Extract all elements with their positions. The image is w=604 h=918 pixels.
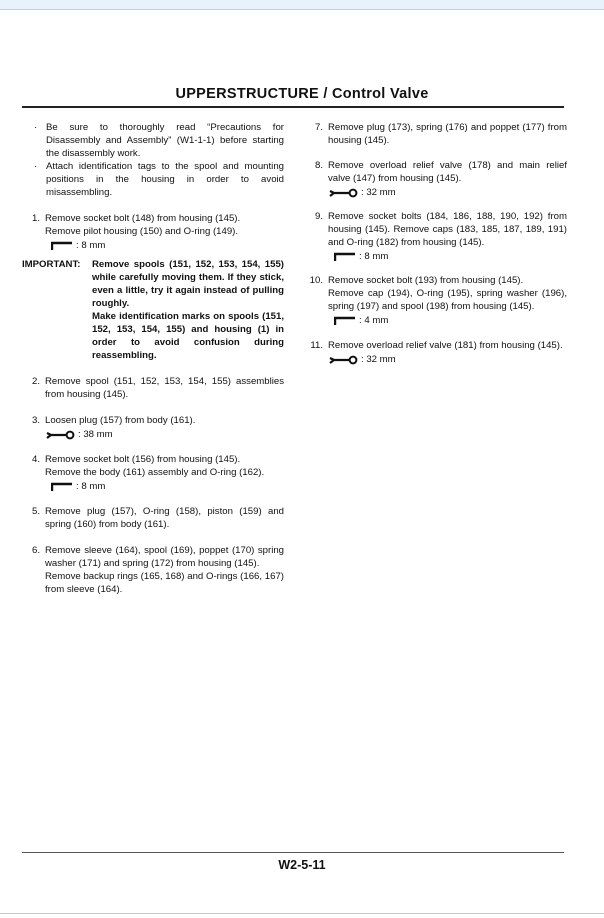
step-8 xyxy=(305,159,567,199)
step-10 xyxy=(305,274,567,327)
step-number: 6. xyxy=(31,545,40,556)
title-rule xyxy=(22,106,564,108)
step-number: 10. xyxy=(309,275,323,286)
bullet-item xyxy=(22,160,284,199)
important-text: Make identification marks on spools (151, 152, 153, 154, 155) and housing (1) in order to avoid confusion during reassembling. xyxy=(92,311,284,361)
bullet-text: Be sure to thoroughly read “Precautions for Disassembly and Assembly” (W1-1-1) before starting the disassembly work. xyxy=(46,122,284,159)
tool-spec xyxy=(328,186,567,199)
step-4 xyxy=(22,453,284,493)
right-column xyxy=(305,121,567,366)
tool-size: : 8 mm xyxy=(76,481,106,492)
footer-rule xyxy=(22,852,564,853)
tool-size: : 4 mm xyxy=(359,315,389,326)
tool-spec xyxy=(328,250,567,263)
important-label: IMPORTANT: xyxy=(22,259,81,270)
step-line: Remove socket bolt (193) from housing (145). xyxy=(328,275,524,286)
step-number: 4. xyxy=(31,454,40,465)
step-6 xyxy=(22,544,284,596)
step-11 xyxy=(305,339,567,366)
step-line: Remove the body (161) assembly and O-ring (162). xyxy=(45,467,265,478)
page-number: W2-5-11 xyxy=(278,858,326,872)
important-text: Remove spools (151, 152, 153, 154, 155) while carefully moving them. If they stick, even a little, try it again instead of pulling roughly. xyxy=(92,259,284,309)
spanner-icon xyxy=(328,188,358,198)
tool-spec xyxy=(45,428,284,441)
bullet-text: Attach identification tags to the spool and mounting positions in the housing in order to avoid misassembling. xyxy=(46,161,284,198)
step-5 xyxy=(22,505,284,531)
hex-wrench-icon xyxy=(334,316,356,326)
step-line: Remove pilot housing (150) and O-ring (149). xyxy=(45,226,239,237)
step-line: Remove cap (194), O-ring (195), spring washer (196), spring (197) and spool (198) from housing (145). xyxy=(328,288,567,312)
step-7 xyxy=(305,121,567,147)
step-1 xyxy=(22,212,284,252)
tool-size: : 32 mm xyxy=(361,354,396,365)
step-9 xyxy=(305,210,567,263)
important-note xyxy=(22,258,284,362)
bullet-item xyxy=(22,121,284,160)
tool-size: : 8 mm xyxy=(359,251,389,262)
tool-spec xyxy=(328,314,567,327)
step-line: Remove socket bolts (184, 186, 188, 190, 192) from housing (145). Remove caps (183, 185, 187, 189, 191) and O-ring (182) from housing (145). xyxy=(328,211,567,248)
spanner-icon xyxy=(328,355,358,365)
step-line: Remove overload relief valve (181) from housing (145). xyxy=(328,340,563,351)
bullet-mark: · xyxy=(34,161,38,172)
step-3 xyxy=(22,414,284,441)
tool-size: : 8 mm xyxy=(76,240,106,251)
step-line: Remove plug (157), O-ring (158), piston (159) and spring (160) from body (161). xyxy=(45,506,284,530)
step-number: 1. xyxy=(31,213,40,224)
step-number: 2. xyxy=(31,376,40,387)
tool-spec xyxy=(45,239,284,252)
hex-wrench-icon xyxy=(51,241,73,251)
tool-size: : 38 mm xyxy=(78,429,113,440)
page-title: UPPERSTRUCTURE / Control Valve xyxy=(175,86,429,102)
hex-wrench-icon xyxy=(334,252,356,262)
step-line: Remove spool (151, 152, 153, 154, 155) assemblies from housing (145). xyxy=(45,376,284,400)
step-line: Remove overload relief valve (178) and main relief valve (147) from housing (145). xyxy=(328,160,567,184)
tool-spec xyxy=(328,353,567,366)
left-column xyxy=(22,121,284,596)
step-number: 7. xyxy=(314,122,323,133)
step-number: 5. xyxy=(31,506,40,517)
step-line: Remove socket bolt (156) from housing (145). xyxy=(45,454,241,465)
top-bar xyxy=(0,0,604,10)
step-line: Remove socket bolt (148) from housing (145). xyxy=(45,213,241,224)
step-number: 8. xyxy=(314,160,323,171)
tool-spec xyxy=(45,480,284,493)
hex-wrench-icon xyxy=(51,482,73,492)
step-line: Remove backup rings (165, 168) and O-rings (166, 167) from sleeve (164). xyxy=(45,571,284,595)
step-number: 11. xyxy=(310,340,323,351)
step-2 xyxy=(22,375,284,401)
step-line: Loosen plug (157) from body (161). xyxy=(45,415,196,426)
tool-size: : 32 mm xyxy=(361,187,396,198)
step-line: Remove plug (173), spring (176) and poppet (177) from housing (145). xyxy=(328,122,567,146)
bottom-edge-line xyxy=(0,913,604,914)
step-line: Remove sleeve (164), spool (169), poppet (170) spring washer (171) and spring (172) from housing (145). xyxy=(45,545,284,569)
spanner-icon xyxy=(45,430,75,440)
bullet-mark: · xyxy=(34,122,38,133)
step-number: 3. xyxy=(31,415,40,426)
step-number: 9. xyxy=(314,211,323,222)
